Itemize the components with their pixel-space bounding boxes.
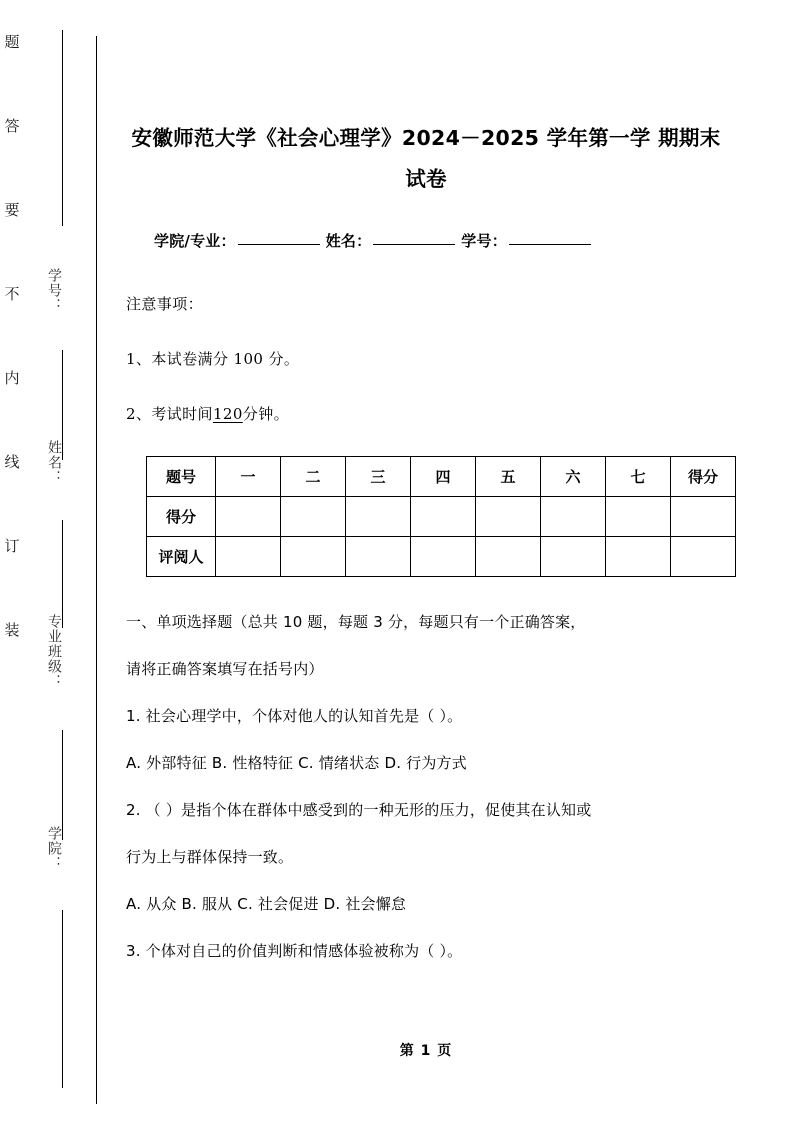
binding-char-bu: 不 [4, 285, 20, 303]
table-row [147, 537, 736, 577]
grader-cell-total[interactable] [671, 537, 736, 577]
binding-inner-character-column [0, 0, 24, 672]
score-table-header-col-7: 七 [606, 457, 671, 497]
question-1-options[interactable]: A. 外部特征 B. 性格特征 C. 情绪状态 D. 行为方式 [126, 754, 467, 772]
binding-margin [0, 0, 110, 1122]
score-table-header-total: 得分 [671, 457, 736, 497]
score-table-grader-label: 评阅人 [147, 537, 216, 577]
question-1-stem: 1. 社会心理学中，个体对他人的认知首先是（ ）。 [126, 707, 463, 725]
question-2-options[interactable]: A. 从众 B. 服从 C. 社会促进 D. 社会懈怠 [126, 895, 407, 913]
binding-char-ding: 订 [4, 537, 20, 555]
score-cell-4[interactable] [411, 497, 476, 537]
score-table-header-col-3: 三 [346, 457, 411, 497]
score-table-header-col-4: 四 [411, 457, 476, 497]
score-table-header-label: 题号 [147, 457, 216, 497]
student-id-blank[interactable] [509, 244, 591, 245]
binding-char-nei: 内 [4, 369, 20, 387]
grader-cell-3[interactable] [346, 537, 411, 577]
grader-cell-5[interactable] [476, 537, 541, 577]
score-table-wrapper [126, 442, 726, 577]
student-info-line [126, 200, 726, 251]
binding-outer-label-major-class [40, 614, 68, 693]
notice-item-2-after: 分钟。 [242, 405, 289, 423]
grader-cell-4[interactable] [411, 537, 476, 577]
notice-item-1: 1、本试卷满分 100 分。 [126, 350, 300, 368]
notice-item-2 [126, 387, 726, 442]
exam-duration-value: 120 [212, 405, 243, 423]
notice-block [126, 251, 726, 442]
notice-item-2-before: 2、考试时间 [126, 405, 213, 423]
name-label: 姓名： [325, 232, 372, 250]
score-cell-1[interactable] [216, 497, 281, 537]
exam-title-line-1: 安徽师范大学《社会心理学》2024－2025 学年第一学 [131, 126, 651, 150]
score-table [146, 456, 736, 577]
page-footer [126, 1040, 726, 1060]
binding-outer-rule-5 [62, 910, 63, 1088]
binding-outer-label-major-class-text: 专业班级： [46, 614, 62, 689]
question-2-stem-line-1: 2. （ ）是指个体在群体中感受到的一种无形的压力，促使其在认知或 [126, 801, 592, 819]
page-number-text: 第 1 页 [399, 1043, 453, 1059]
grader-cell-2[interactable] [281, 537, 346, 577]
grader-cell-6[interactable] [541, 537, 606, 577]
score-cell-total[interactable] [671, 497, 736, 537]
score-table-header-col-2: 二 [281, 457, 346, 497]
binding-char-xian: 线 [4, 453, 20, 471]
grader-cell-1[interactable] [216, 537, 281, 577]
score-table-header-col-1: 一 [216, 457, 281, 497]
binding-inner-rule [96, 36, 97, 1104]
exam-title-line-2: 期期末试卷 [405, 126, 721, 191]
binding-char-ti: 题 [4, 33, 20, 51]
binding-outer-label-column [40, 30, 68, 1090]
binding-outer-label-name-text: 姓名： [46, 440, 62, 485]
grader-cell-7[interactable] [606, 537, 671, 577]
binding-outer-rule-4 [62, 730, 63, 840]
name-blank[interactable] [373, 244, 455, 245]
score-table-header-col-6: 六 [541, 457, 606, 497]
binding-outer-label-student-id [40, 268, 68, 317]
binding-outer-label-name [40, 440, 68, 489]
binding-char-zhuang: 装 [4, 621, 20, 639]
question-3-stem: 3. 个体对自己的价值判断和情感体验被称为（ ）。 [126, 942, 463, 960]
binding-outer-rule-3 [62, 520, 63, 628]
section-heading-line-2: 请将正确答案填写在括号内） [126, 660, 324, 678]
notice-heading: 注意事项： [126, 295, 204, 313]
exam-title [126, 0, 726, 200]
table-row [147, 457, 736, 497]
binding-outer-label-college-text: 学院： [46, 826, 62, 871]
score-table-header-col-5: 五 [476, 457, 541, 497]
binding-outer-label-student-id-text: 学号： [46, 268, 62, 313]
student-id-label: 学号： [461, 232, 507, 250]
binding-outer-rule-1 [62, 30, 63, 226]
college-major-blank[interactable] [238, 244, 320, 245]
score-cell-7[interactable] [606, 497, 671, 537]
score-cell-2[interactable] [281, 497, 346, 537]
binding-char-da: 答 [4, 117, 20, 135]
question-2-stem-line-2: 行为上与群体保持一致。 [126, 848, 294, 866]
binding-outer-label-college [40, 826, 68, 875]
score-table-score-label: 得分 [147, 497, 216, 537]
score-cell-6[interactable] [541, 497, 606, 537]
binding-char-yao: 要 [4, 201, 20, 219]
exam-page-body [126, 0, 726, 975]
score-cell-3[interactable] [346, 497, 411, 537]
questions-section [126, 577, 726, 975]
table-row [147, 497, 736, 537]
score-cell-5[interactable] [476, 497, 541, 537]
college-major-label: 学院/专业： [154, 232, 236, 250]
section-heading-line-1: 一、单项选择题（总共 10 题，每题 3 分，每题只有一个正确答案， [126, 613, 586, 631]
